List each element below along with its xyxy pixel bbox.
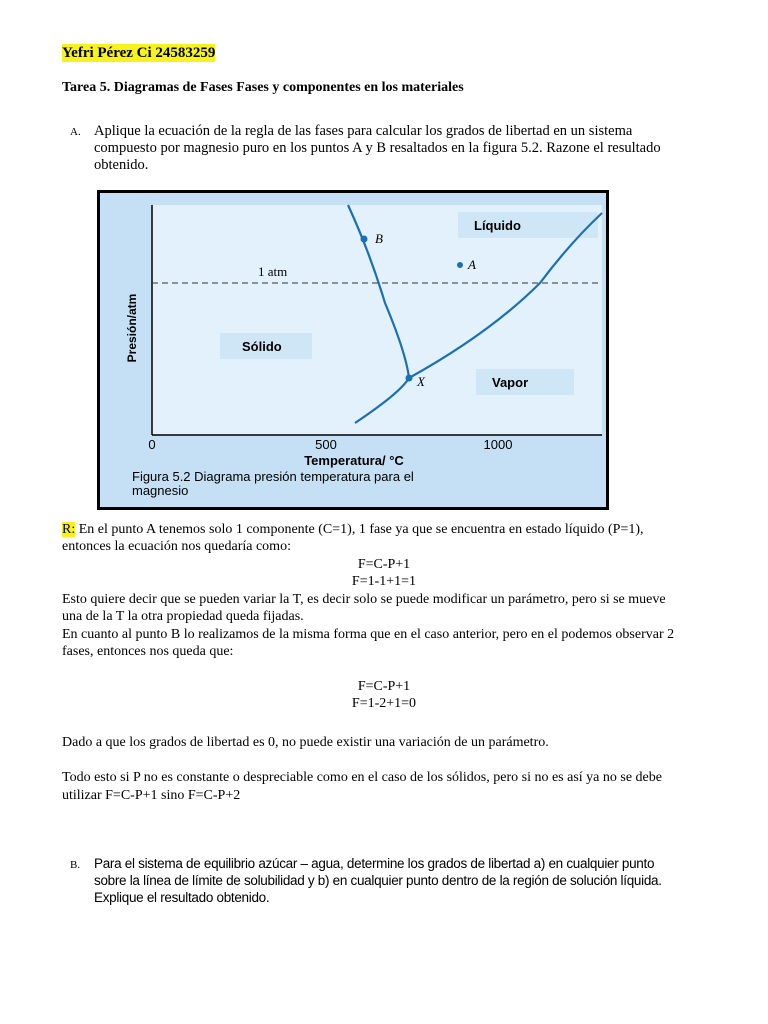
answer-paragraph-1-line-1: Esto quiere decir que se pueden variar la T, es decir solo se puede modificar un parámetro, pero si se mueve — [62, 592, 666, 607]
answer-line-2: entonces la ecuación nos quedaría como: — [62, 539, 291, 554]
vapor-region-label: Vapor — [492, 375, 529, 390]
answer-line-1 — [62, 521, 742, 538]
equation-3: F=C-P+1 — [357, 679, 411, 694]
answer-paragraph-3-line-1: Todo esto si P no es constante o despreciable como en el caso de los sólidos, pero si no es así ya no se debe — [62, 770, 662, 785]
question-a-line-1: Aplique la ecuación de la regla de las fases para calcular los grados de libertad en un sistema — [94, 123, 633, 139]
x-tick-0: 0 — [148, 437, 156, 452]
answer-paragraph-2: Dado a que los grados de libertad es 0, no puede existir una variación de un parámetro. — [62, 735, 549, 750]
question-b-line-3: Explique el resultado obtenido. — [94, 890, 270, 905]
point-x-marker — [406, 375, 413, 382]
phase-diagram-figure — [97, 190, 609, 510]
question-a-line-2: compuesto por magnesio puro en los puntos A y B resaltados en la figura 5.2. Razone el resultado — [94, 140, 661, 156]
point-a-marker — [457, 262, 463, 268]
answer-paragraph-1-line-3: En cuanto al punto B lo realizamos de la misma forma que en el caso anterior, pero en el podemos observar 2 — [62, 627, 675, 642]
equation-1: F=C-P+1 — [357, 557, 411, 572]
question-b-line-2: sobre la línea de límite de solubilidad y b) en cualquier punto dentro de la región de solución líquida. — [94, 873, 662, 888]
x-tick-1000: 1000 — [483, 437, 513, 452]
solid-region-label: Sólido — [242, 339, 282, 354]
equation-4: F=1-2+1=0 — [351, 696, 417, 711]
y-axis-label: Presión/atm — [125, 293, 139, 363]
answer-paragraph-1-line-2: una de la T la otra propiedad queda fijadas. — [62, 609, 304, 624]
point-x-label: X — [417, 374, 425, 389]
one-atm-label: 1 atm — [258, 264, 288, 279]
question-b-line-1: Para el sistema de equilibrio azúcar – agua, determine los grados de libertad a) en cualquier punto — [94, 856, 655, 871]
x-tick-500: 500 — [315, 437, 337, 452]
answer-paragraph-1-line-4: fases, entonces nos queda que: — [62, 644, 234, 659]
figure-caption-line-1: Figura 5.2 Diagrama presión temperatura para el — [132, 469, 414, 484]
equation-2: F=1-1+1=1 — [351, 574, 417, 589]
point-a-label: A — [468, 257, 476, 272]
phase-diagram-svg — [100, 193, 606, 507]
question-b-label: B. — [70, 859, 81, 871]
figure-caption-line-2: magnesio — [132, 483, 189, 498]
liquid-region-label: Líquido — [474, 218, 521, 233]
question-a-line-3: obtenido. — [94, 157, 149, 173]
point-b-marker — [361, 236, 368, 243]
author-name: Yefri Pérez Ci 24583259 — [62, 45, 216, 61]
question-a-label: A. — [70, 126, 81, 138]
assignment-title: Tarea 5. Diagramas de Fases Fases y componentes en los materiales — [62, 80, 464, 95]
answer-line-1-text: En el punto A tenemos solo 1 componente (C=1), 1 fase ya que se encuentra en estado líquido (P=1), — [75, 522, 644, 537]
point-b-label: B — [375, 231, 383, 246]
x-axis-label: Temperatura/ °C — [304, 453, 404, 468]
answer-paragraph-3-line-2: utilizar F=C-P+1 sino F=C-P+2 — [62, 788, 241, 803]
answer-r-label: R: — [62, 522, 76, 537]
